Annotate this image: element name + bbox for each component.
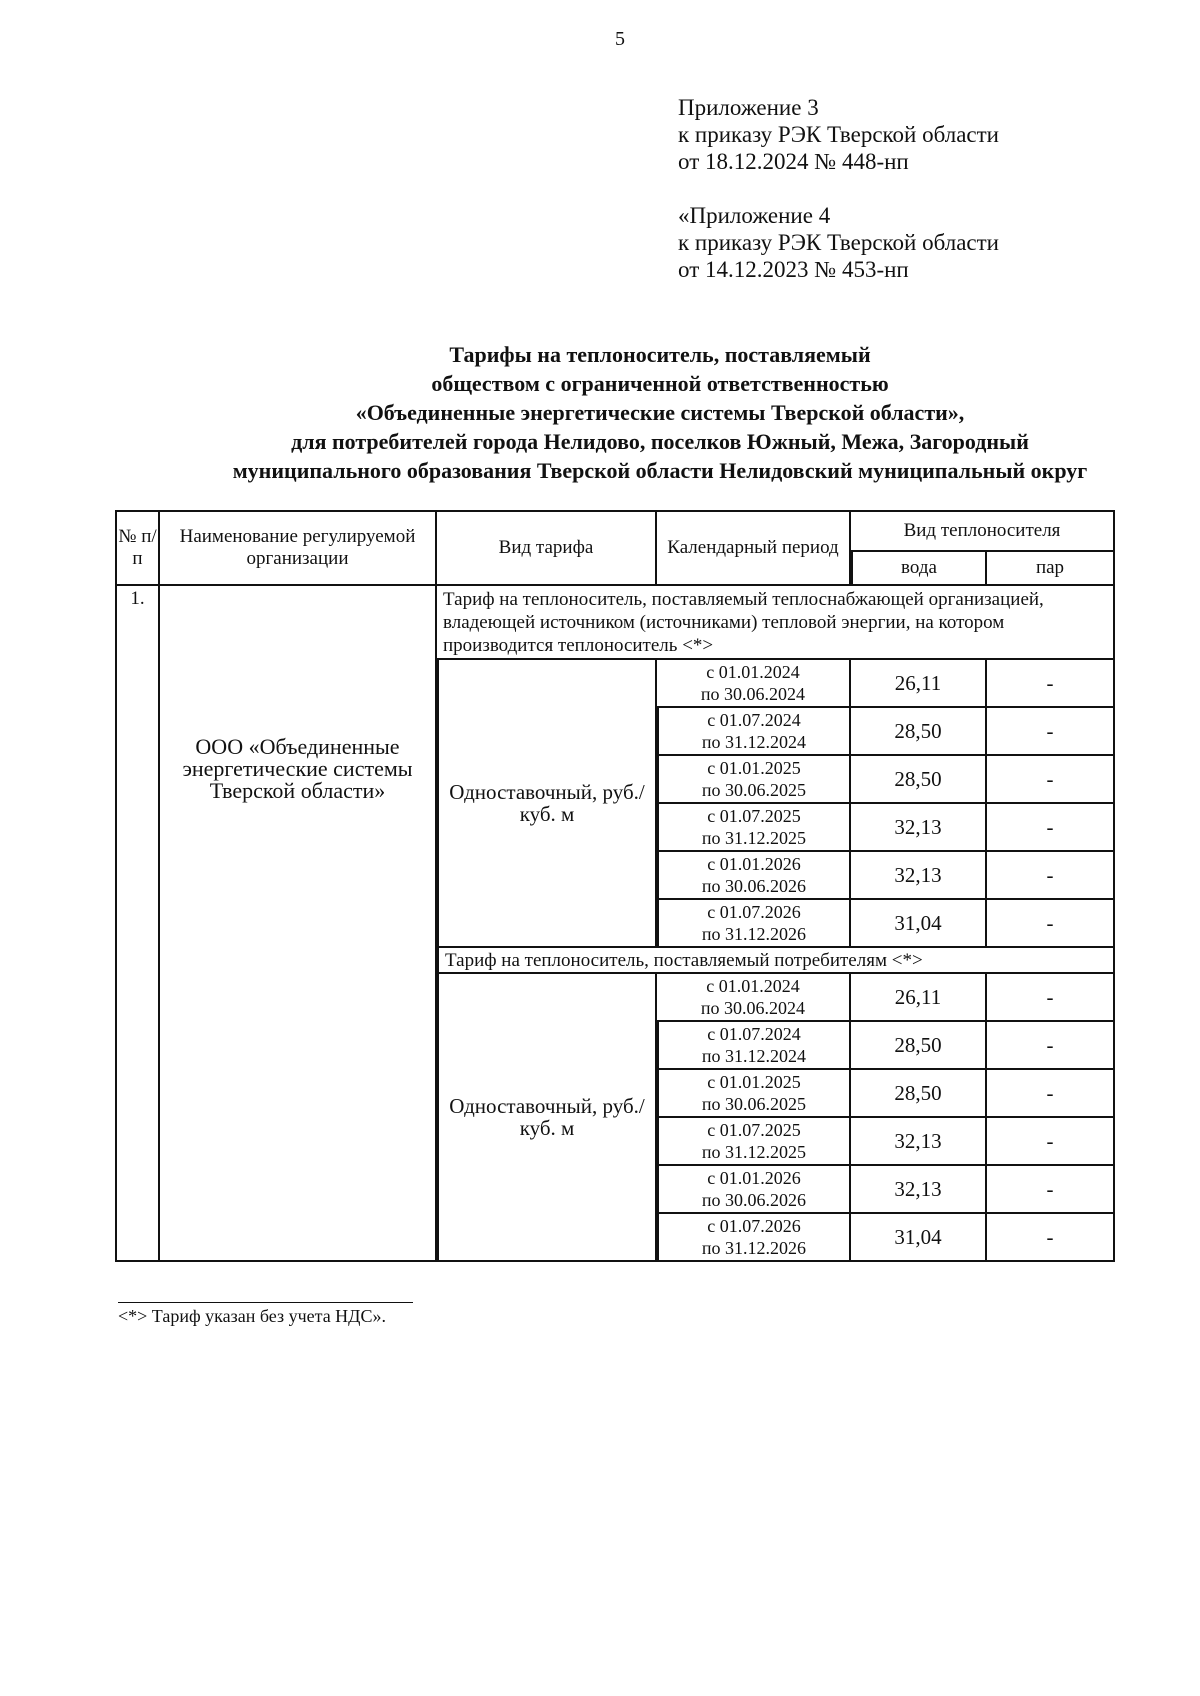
- steam-value: -: [987, 660, 1115, 708]
- period-to: по 31.12.2026: [701, 1238, 807, 1258]
- header-tariff-type: Вид тарифа: [437, 510, 657, 586]
- water-value: 26,11: [851, 974, 987, 1022]
- period-from: с 01.07.2025: [707, 806, 801, 826]
- period-to: по 31.12.2025: [701, 828, 807, 848]
- header-water: вода: [851, 552, 987, 586]
- steam-value: -: [987, 1022, 1115, 1070]
- appendix-reference-original: [678, 202, 999, 283]
- period-cell: [657, 756, 851, 804]
- steam-value: -: [987, 974, 1115, 1022]
- header-steam: пар: [987, 552, 1115, 586]
- period-from: с 01.01.2024: [706, 662, 800, 682]
- organization-name: ООО «Объединенные энергетические системы Тверской области»: [160, 586, 437, 1262]
- title-line: «Объединенные энергетические системы Тверской области»,: [355, 400, 965, 425]
- period-cell: [657, 1214, 851, 1262]
- appendix-line: от 18.12.2024 № 448-нп: [678, 149, 909, 174]
- period-from: с 01.01.2026: [707, 1168, 801, 1188]
- period-cell: [657, 900, 851, 948]
- steam-value: -: [987, 756, 1115, 804]
- period-from: с 01.07.2026: [707, 1216, 801, 1236]
- table-header-row: [115, 510, 1115, 552]
- water-value: 32,13: [851, 1118, 987, 1166]
- row-number: 1.: [115, 586, 160, 1262]
- water-value: 32,13: [851, 1166, 987, 1214]
- steam-value: -: [987, 1070, 1115, 1118]
- tariff-table: [115, 510, 1115, 1262]
- title-line: обществом с ограниченной ответственностью: [431, 371, 889, 396]
- appendix-line: к приказу РЭК Тверской области: [678, 122, 999, 147]
- period-to: по 30.06.2024: [700, 684, 806, 704]
- period-to: по 30.06.2025: [701, 1094, 807, 1114]
- footnote: <*> Тариф указан без учета НДС».: [118, 1306, 386, 1326]
- period-to: по 31.12.2025: [701, 1142, 807, 1162]
- header-period: Календарный период: [657, 510, 851, 586]
- water-value: 28,50: [851, 756, 987, 804]
- appendix-line: от 14.12.2023 № 453-нп: [678, 257, 909, 282]
- title-line: Тарифы на теплоноситель, поставляемый: [449, 342, 871, 367]
- appendix-line: Приложение 3: [678, 95, 819, 120]
- title-line: муниципального образования Тверской области Нелидовский муниципальный округ: [232, 458, 1088, 483]
- steam-value: -: [987, 900, 1115, 948]
- period-to: по 31.12.2024: [701, 1046, 807, 1066]
- section-title: Тариф на теплоноситель, поставляемый потребителям <*>: [437, 948, 1115, 974]
- period-from: с 01.07.2026: [707, 902, 801, 922]
- document-title: [0, 340, 1200, 485]
- period-cell: [657, 1070, 851, 1118]
- period-from: с 01.07.2024: [707, 710, 801, 730]
- period-cell: [657, 1118, 851, 1166]
- steam-value: -: [987, 852, 1115, 900]
- water-value: 28,50: [851, 1070, 987, 1118]
- section-title-row: [115, 586, 1115, 660]
- period-to: по 31.12.2026: [701, 924, 807, 944]
- tariff-type: Одноставочный, руб./куб. м: [437, 660, 657, 948]
- header-number: № п/п: [115, 510, 160, 586]
- period-to: по 30.06.2026: [701, 1190, 807, 1210]
- period-from: с 01.01.2026: [707, 854, 801, 874]
- footnote-divider: [118, 1302, 413, 1303]
- period-cell: [657, 804, 851, 852]
- section-title: Тариф на теплоноситель, поставляемый теплоснабжающей организацией, владеющей источником (источниками) тепловой энергии, на котором производится теплоноситель <*>: [437, 586, 1115, 660]
- period-to: по 31.12.2024: [701, 732, 807, 752]
- water-value: 32,13: [851, 852, 987, 900]
- water-value: 28,50: [851, 708, 987, 756]
- water-value: 31,04: [851, 1214, 987, 1262]
- period-cell: [657, 1166, 851, 1214]
- steam-value: -: [987, 1166, 1115, 1214]
- page-number: 5: [615, 28, 625, 50]
- period-cell: [657, 852, 851, 900]
- period-cell: [657, 660, 851, 708]
- steam-value: -: [987, 1214, 1115, 1262]
- tariff-type: Одноставочный, руб./куб. м: [437, 974, 657, 1262]
- period-cell: [657, 1022, 851, 1070]
- period-cell: [657, 974, 851, 1022]
- period-from: с 01.01.2025: [707, 1072, 801, 1092]
- water-value: 26,11: [851, 660, 987, 708]
- period-from: с 01.01.2025: [707, 758, 801, 778]
- header-organization: Наименование регулируемой организации: [160, 510, 437, 586]
- appendix-line: «Приложение 4: [678, 203, 831, 228]
- period-to: по 30.06.2025: [701, 780, 807, 800]
- water-value: 32,13: [851, 804, 987, 852]
- steam-value: -: [987, 804, 1115, 852]
- tariff-table-body: [115, 510, 1115, 1262]
- appendix-reference: [678, 94, 999, 175]
- appendix-line: к приказу РЭК Тверской области: [678, 230, 999, 255]
- period-from: с 01.07.2025: [707, 1120, 801, 1140]
- period-from: с 01.01.2024: [706, 976, 800, 996]
- steam-value: -: [987, 1118, 1115, 1166]
- period-from: с 01.07.2024: [707, 1024, 801, 1044]
- period-to: по 30.06.2026: [701, 876, 807, 896]
- period-cell: [657, 708, 851, 756]
- period-to: по 30.06.2024: [700, 998, 806, 1018]
- header-carrier: Вид теплоносителя: [851, 510, 1115, 552]
- water-value: 28,50: [851, 1022, 987, 1070]
- title-line: для потребителей города Нелидово, поселков Южный, Межа, Загородный: [291, 429, 1029, 454]
- water-value: 31,04: [851, 900, 987, 948]
- steam-value: -: [987, 708, 1115, 756]
